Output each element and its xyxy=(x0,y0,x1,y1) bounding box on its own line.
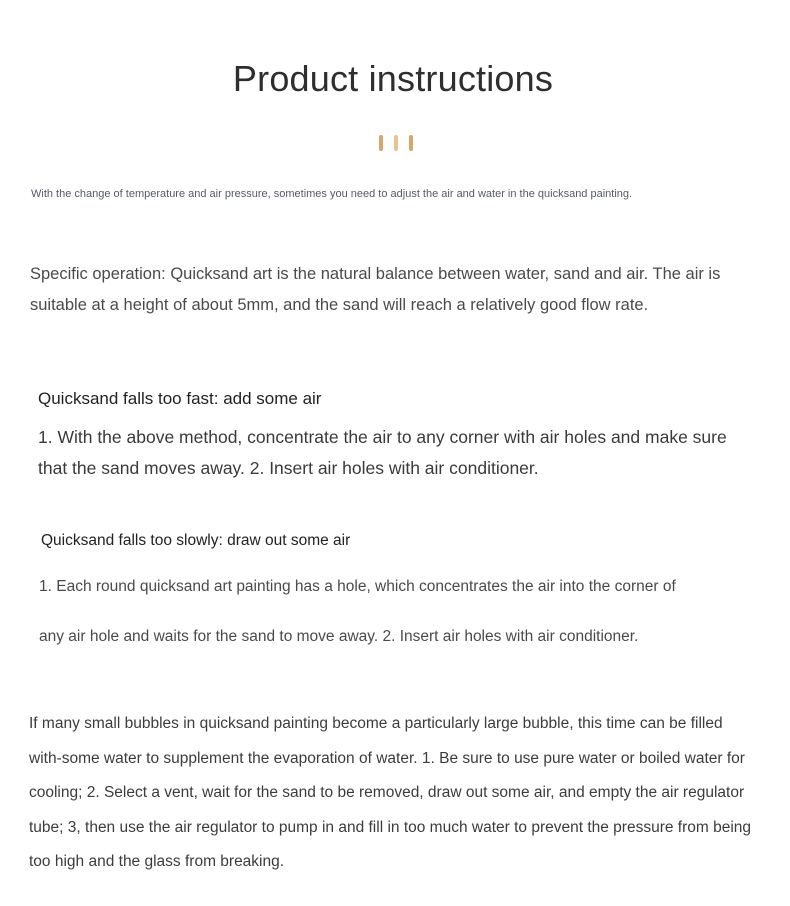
decorative-divider xyxy=(379,135,413,151)
specific-operation-text: Specific operation: Quicksand art is the natural balance between water, sand and air. The air is suitable at a height of about 5mm, and the sand will reach a relatively good flow rate. xyxy=(30,265,721,314)
falls-too-slowly-body-line-2: any air hole and waits for the sand to move away. 2. Insert air holes with air conditioner. xyxy=(39,628,639,645)
falls-too-slowly-body-line-1: 1. Each round quicksand art painting has a hole, which concentrates the air into the corner of xyxy=(39,578,676,595)
falls-too-slowly-heading: Quicksand falls too slowly: draw out some air xyxy=(41,532,351,549)
bubbles-instructions-text: If many small bubbles in quicksand painting become a particularly large bubble, this time can be filled with-some water to supplement the evaporation of water. 1. Be sure to use pure water or boiled water for cooling; 2. Select a vent, wait for the sand to be removed, draw out some air, and empty the air regulator tube; 3, then use the air regulator to pump in and fill in too much water to prevent the pressure from being too high and the glass from breaking. xyxy=(29,715,752,871)
falls-too-fast-body: 1. With the above method, concentrate the air to any corner with air holes and make sure that the sand moves away. 2. Insert air holes with air conditioner. xyxy=(38,427,727,478)
divider-bar xyxy=(394,135,398,151)
divider-bar xyxy=(379,135,383,151)
falls-too-fast-heading: Quicksand falls too fast: add some air xyxy=(38,389,322,408)
divider-bar xyxy=(409,135,413,151)
page-title: Product instructions xyxy=(232,58,554,99)
intro-text: With the change of temperature and air pressure, sometimes you need to adjust the air and water in the quicksand painting. xyxy=(31,188,633,200)
